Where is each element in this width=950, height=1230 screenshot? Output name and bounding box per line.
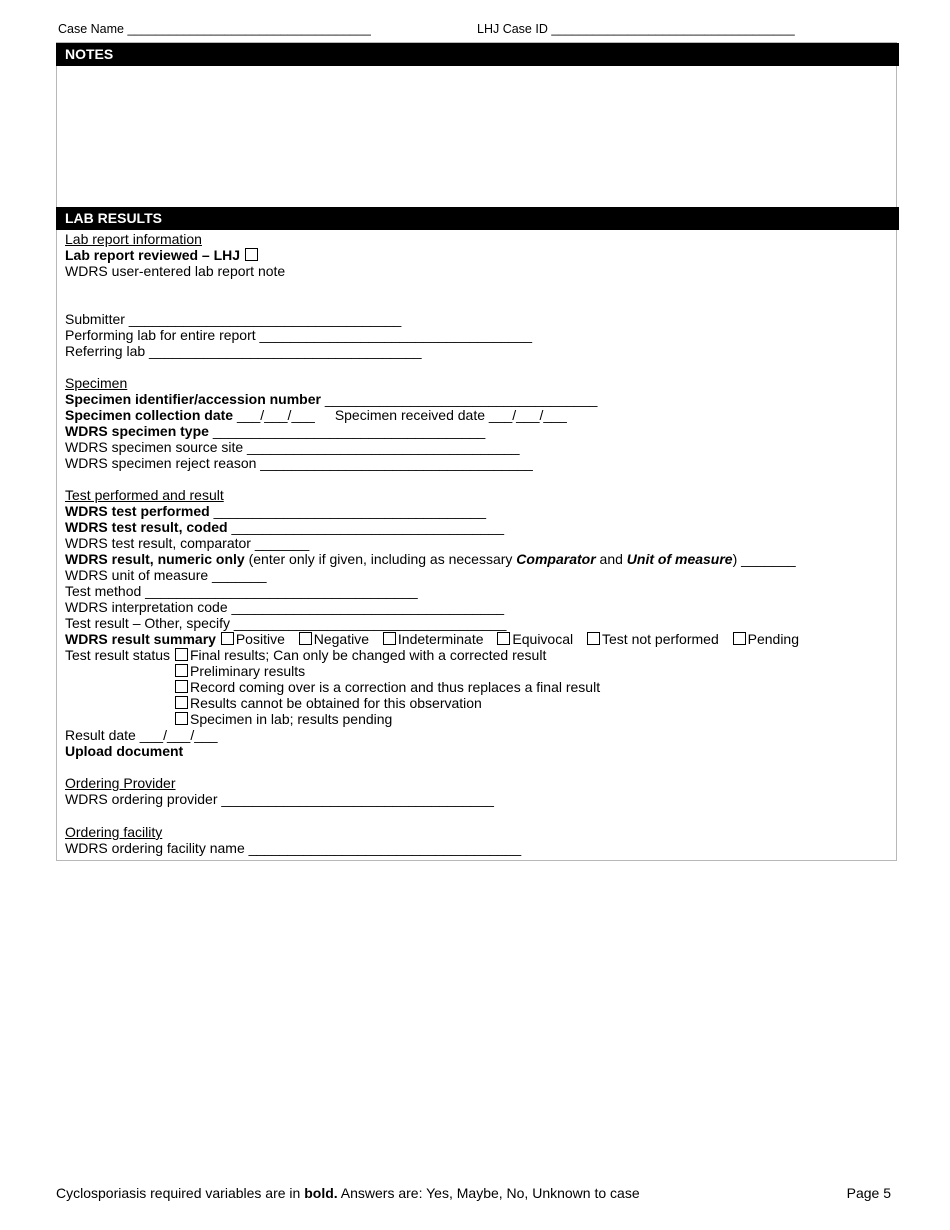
result-numeric-label: WDRS result, numeric only [65,551,245,567]
footer-note [56,1185,640,1201]
status-pending-checkbox[interactable] [175,712,188,725]
test-result-coded-field[interactable] [65,519,504,535]
status-preliminary-label: Preliminary results [190,663,306,679]
specimen-dates-row [65,407,567,423]
user-lab-report-note-field[interactable]: WDRS user-entered lab report note [65,263,286,279]
unit-of-measure-term: Unit of measure [626,551,733,567]
status-correction-label: Record coming over is a correction and thus replaces a final result [190,679,601,695]
ordering-provider-heading: Ordering Provider [65,775,176,791]
case-name-field[interactable]: Case Name ___________________________________ [58,22,371,36]
page-number: Page 5 [846,1185,891,1201]
specimen-type-field[interactable] [65,423,485,439]
status-preliminary-checkbox[interactable] [175,664,188,677]
notes-area[interactable] [57,66,896,207]
summary-pending-label: Pending [747,631,800,647]
upload-document-link[interactable]: Upload document [65,743,184,759]
test-result-status-label: Test result status [65,647,171,663]
summary-not-performed-checkbox[interactable] [587,632,600,645]
specimen-collection-date-field[interactable]: ___/___/___ [233,407,315,423]
ordering-facility-field[interactable]: WDRS ordering facility name ___________________________________ [65,840,522,856]
status-cannot-obtain-checkbox[interactable] [175,696,188,709]
specimen-received-date-field[interactable]: Specimen received date ___/___/___ [334,407,567,423]
test-performed-field[interactable] [65,503,486,519]
submitter-field[interactable]: Submitter ___________________________________ [65,311,402,327]
test-result-coded-blank[interactable]: ___________________________________ [227,519,504,535]
test-method-field[interactable]: Test method ___________________________________ [65,583,418,599]
summary-positive-checkbox[interactable] [221,632,234,645]
specimen-identifier-label: Specimen identifier/accession number [65,391,321,407]
specimen-identifier-blank[interactable]: ___________________________________ [320,391,598,407]
summary-negative-checkbox[interactable] [299,632,312,645]
footer-note-pre: Cyclosporiasis required variables are in [56,1185,305,1201]
status-pending-row [174,711,392,727]
ordering-provider-field[interactable]: WDRS ordering provider ___________________________________ [65,791,494,807]
test-performed-blank[interactable]: ___________________________________ [209,503,487,519]
summary-equivocal-checkbox[interactable] [497,632,510,645]
test-heading: Test performed and result [65,487,224,503]
lab-report-reviewed-row [65,247,260,263]
test-performed-label: WDRS test performed [65,503,210,519]
lab-results-section-header: LAB RESULTS [56,207,899,230]
result-summary-label: WDRS result summary [65,631,216,647]
status-final-label: Final results; Can only be changed with a corrected result [189,647,547,663]
specimen-type-blank[interactable]: ___________________________________ [208,423,486,439]
summary-indeterminate-checkbox[interactable] [383,632,396,645]
status-cannot-obtain-row [174,695,482,711]
result-numeric-blank[interactable]: ) _______ [732,551,796,567]
result-numeric-and: and [595,551,627,567]
specimen-source-site-field[interactable]: WDRS specimen source site ___________________________________ [65,439,520,455]
status-final-checkbox[interactable] [175,648,188,661]
lab-report-reviewed-checkbox[interactable] [245,248,258,261]
notes-section-header: NOTES [56,43,899,66]
status-cannot-obtain-label: Results cannot be obtained for this observation [190,695,482,711]
test-result-other-field[interactable]: Test result – Other, specify ___________________________________ [65,615,507,631]
lab-report-info-heading: Lab report information [65,231,202,247]
referring-lab-field[interactable]: Referring lab ___________________________________ [65,343,422,359]
summary-pending-checkbox[interactable] [733,632,746,645]
result-date-field[interactable]: Result date ___/___/___ [65,727,218,743]
result-numeric-row[interactable] [65,551,796,567]
test-result-status-row [65,647,546,663]
summary-positive-label: Positive [235,631,285,647]
result-summary-row [65,631,799,647]
status-preliminary-row [174,663,305,679]
test-result-comparator-field[interactable]: WDRS test result, comparator _______ [65,535,310,551]
summary-not-performed-label: Test not performed [602,631,719,647]
status-correction-checkbox[interactable] [175,680,188,693]
footer-note-bold: bold. [304,1185,338,1201]
test-result-coded-label: WDRS test result, coded [65,519,228,535]
lhj-case-id-field[interactable]: LHJ Case ID ___________________________________ [477,22,795,36]
summary-equivocal-label: Equivocal [512,631,574,647]
comparator-term: Comparator [516,551,596,567]
performing-lab-field[interactable]: Performing lab for entire report ___________________________________ [65,327,533,343]
specimen-heading: Specimen [65,375,128,391]
interpretation-code-field[interactable]: WDRS interpretation code ___________________________________ [65,599,505,615]
specimen-identifier-field[interactable] [65,391,597,407]
status-pending-label: Specimen in lab; results pending [190,711,393,727]
specimen-reject-reason-field[interactable]: WDRS specimen reject reason ___________________________________ [65,455,533,471]
lab-report-reviewed-label: Lab report reviewed – LHJ [65,247,241,263]
summary-negative-label: Negative [313,631,370,647]
footer-note-post: Answers are: Yes, Maybe, No, Unknown to case [337,1185,640,1201]
specimen-type-label: WDRS specimen type [65,423,209,439]
status-correction-row [174,679,600,695]
specimen-collection-label: Specimen collection date [65,407,234,423]
unit-of-measure-field[interactable]: WDRS unit of measure _______ [65,567,267,583]
result-numeric-instructions-pre: (enter only if given, including as necessary [244,551,517,567]
ordering-facility-heading: Ordering facility [65,824,163,840]
summary-indeterminate-label: Indeterminate [397,631,484,647]
